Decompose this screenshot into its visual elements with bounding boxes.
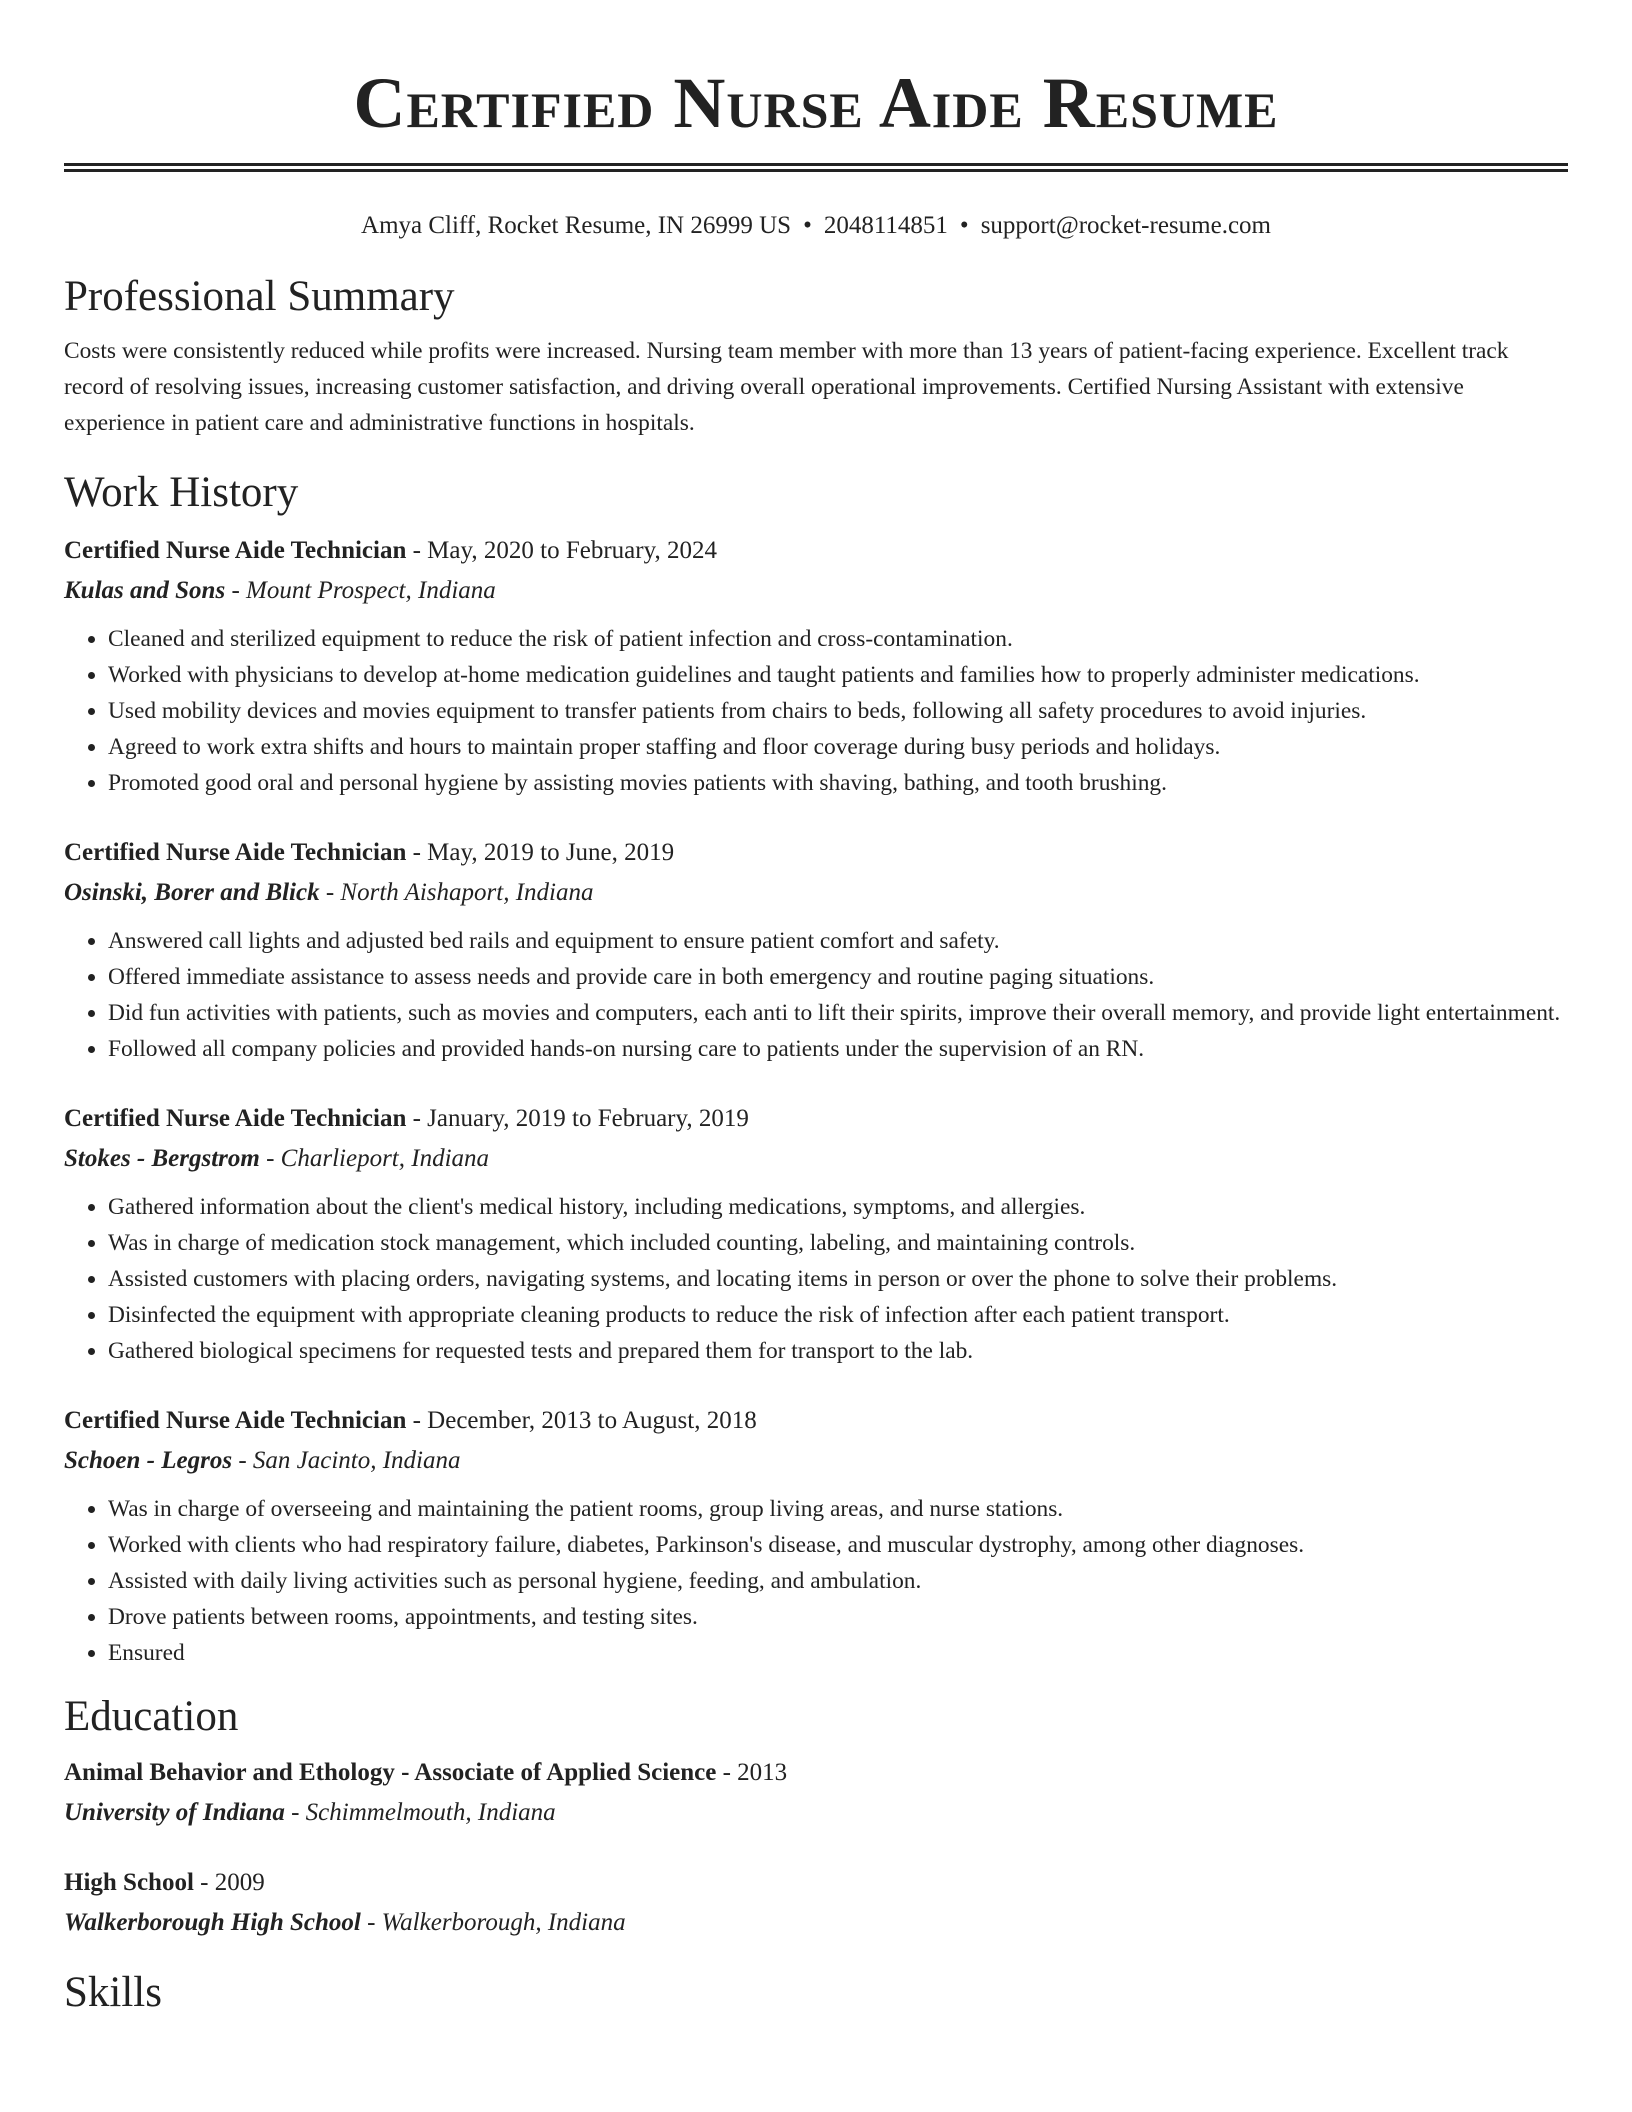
list-item: • Answered call lights and adjusted bed rails and equipment to ensure patient comfort and safety.	[108, 923, 1568, 959]
list-item: • Promoted good oral and personal hygiene by assisting movies patients with shaving, bathing, and tooth brushing.	[108, 765, 1568, 801]
job-duties-list	[64, 1189, 1568, 1369]
job-dates: - January, 2019 to February, 2019	[406, 1105, 749, 1132]
spacer	[64, 1067, 1568, 1099]
education-heading: Education	[64, 1693, 239, 1740]
job-title-line	[64, 833, 1568, 873]
job-location: - North Aishaport, Indiana	[319, 879, 594, 906]
resume-title: Certified Nurse Aide Resume	[353, 63, 1279, 143]
list-item: • Was in charge of medication stock management, which included counting, labeling, and maintaining controls.	[108, 1225, 1568, 1261]
job-entry	[64, 833, 1568, 1067]
list-item: • Cleaned and sterilized equipment to reduce the risk of patient infection and cross-contamination.	[108, 621, 1568, 657]
list-item: • Assisted customers with placing orders, navigating systems, and locating items in person or over the phone to solve their problems.	[108, 1261, 1568, 1297]
list-item: • Drove patients between rooms, appointments, and testing sites.	[108, 1599, 1568, 1635]
education-location: - Schimmelmouth, Indiana	[284, 1799, 556, 1826]
education-school-line	[64, 1793, 1568, 1833]
spacer	[64, 801, 1568, 833]
education-year: - 2013	[716, 1759, 788, 1786]
job-entry	[64, 531, 1568, 801]
education-location: - Walkerborough, Indiana	[360, 1909, 626, 1936]
job-entry	[64, 1099, 1568, 1369]
education-degree-line	[64, 1753, 1568, 1793]
list-item: • Did fun activities with patients, such as movies and computers, each anti to lift their spirits, improve their overall memory, and provide light entertainment.	[108, 995, 1568, 1031]
list-item: • Offered immediate assistance to assess needs and provide care in both emergency and routine paging situations.	[108, 959, 1568, 995]
list-item: • Was in charge of overseeing and maintaining the patient rooms, group living areas, and nurse stations.	[108, 1491, 1568, 1527]
job-employer-line	[64, 873, 1568, 913]
title-double-rule	[64, 163, 1568, 172]
education-degree-line	[64, 1863, 1568, 1903]
job-title-line	[64, 531, 1568, 571]
job-employer-line	[64, 1441, 1568, 1481]
job-duties-list	[64, 621, 1568, 801]
education-year: - 2009	[193, 1869, 265, 1896]
job-entry	[64, 1401, 1568, 1671]
list-item: • Ensured	[108, 1635, 1568, 1671]
list-item: • Worked with clients who had respiratory failure, diabetes, Parkinson's disease, and muscular dystrophy, among other diagnoses.	[108, 1527, 1568, 1563]
job-role: Certified Nurse Aide Technician	[64, 1407, 407, 1434]
job-employer: Schoen - Legros	[64, 1447, 233, 1474]
job-employer: Stokes - Bergstrom	[64, 1145, 260, 1172]
list-item: • Agreed to work extra shifts and hours to maintain proper staffing and floor coverage during busy periods and holidays.	[108, 729, 1568, 765]
job-dates: - May, 2020 to February, 2024	[406, 537, 717, 564]
spacer	[64, 1369, 1568, 1401]
contact-email: support@rocket-resume.com	[980, 212, 1271, 239]
list-item: • Followed all company policies and provided hands-on nursing care to patients under the supervision of an RN.	[108, 1031, 1568, 1067]
job-dates: - December, 2013 to August, 2018	[406, 1407, 757, 1434]
job-employer-line	[64, 571, 1568, 611]
job-employer: Osinski, Borer and Blick	[64, 879, 320, 906]
job-dates: - May, 2019 to June, 2019	[406, 839, 675, 866]
list-item: • Worked with physicians to develop at-home medication guidelines and taught patients and families how to properly administer medications.	[108, 657, 1568, 693]
contact-line	[64, 211, 1568, 241]
list-item: • Used mobility devices and movies equipment to transfer patients from chairs to beds, following all safety procedures to avoid injuries.	[108, 693, 1568, 729]
skills-heading: Skills	[64, 1969, 162, 2016]
summary-heading: Professional Summary	[64, 273, 455, 320]
list-item: • Gathered information about the client's medical history, including medications, symptoms, and allergies.	[108, 1189, 1568, 1225]
job-role: Certified Nurse Aide Technician	[64, 1105, 407, 1132]
list-item: • Disinfected the equipment with appropriate cleaning products to reduce the risk of infection after each patient transport.	[108, 1297, 1568, 1333]
contact-separator: •	[959, 212, 969, 239]
education-entry	[64, 1863, 1568, 1943]
education-school-line	[64, 1903, 1568, 1943]
job-title-line	[64, 1099, 1568, 1139]
job-duties-list	[64, 1491, 1568, 1671]
education-degree: Animal Behavior and Ethology - Associate of Applied Science	[64, 1759, 717, 1786]
summary-text: Costs were consistently reduced while profits were increased. Nursing team member with more than 13 years of patient-facing experience. Excellent track record of resolving issues, increasing customer satisfaction, and driving overall operational improvements. Certified Nursing Assistant with extensive experience in patient care and administrative functions in hospitals.	[64, 338, 1509, 436]
job-duties-list	[64, 923, 1568, 1067]
education-school: Walkerborough High School	[64, 1909, 361, 1936]
contact-address: Amya Cliff, Rocket Resume, IN 26999 US	[361, 212, 792, 239]
job-location: - Mount Prospect, Indiana	[225, 577, 496, 604]
job-location: - San Jacinto, Indiana	[232, 1447, 461, 1474]
job-role: Certified Nurse Aide Technician	[64, 839, 407, 866]
list-item: • Assisted with daily living activities such as personal hygiene, feeding, and ambulation.	[108, 1563, 1568, 1599]
education-entry	[64, 1753, 1568, 1833]
job-employer-line	[64, 1139, 1568, 1179]
education-school: University of Indiana	[64, 1799, 285, 1826]
job-role: Certified Nurse Aide Technician	[64, 537, 407, 564]
contact-separator: •	[803, 212, 812, 239]
work-history-heading: Work History	[64, 469, 299, 516]
spacer	[64, 1833, 1568, 1863]
list-item: • Gathered biological specimens for requested tests and prepared them for transport to the lab.	[108, 1333, 1568, 1369]
education-degree: High School	[64, 1869, 194, 1896]
contact-phone: 2048114851	[823, 212, 948, 239]
job-employer: Kulas and Sons	[64, 577, 226, 604]
job-title-line	[64, 1401, 1568, 1441]
job-location: - Charlieport, Indiana	[259, 1145, 490, 1172]
